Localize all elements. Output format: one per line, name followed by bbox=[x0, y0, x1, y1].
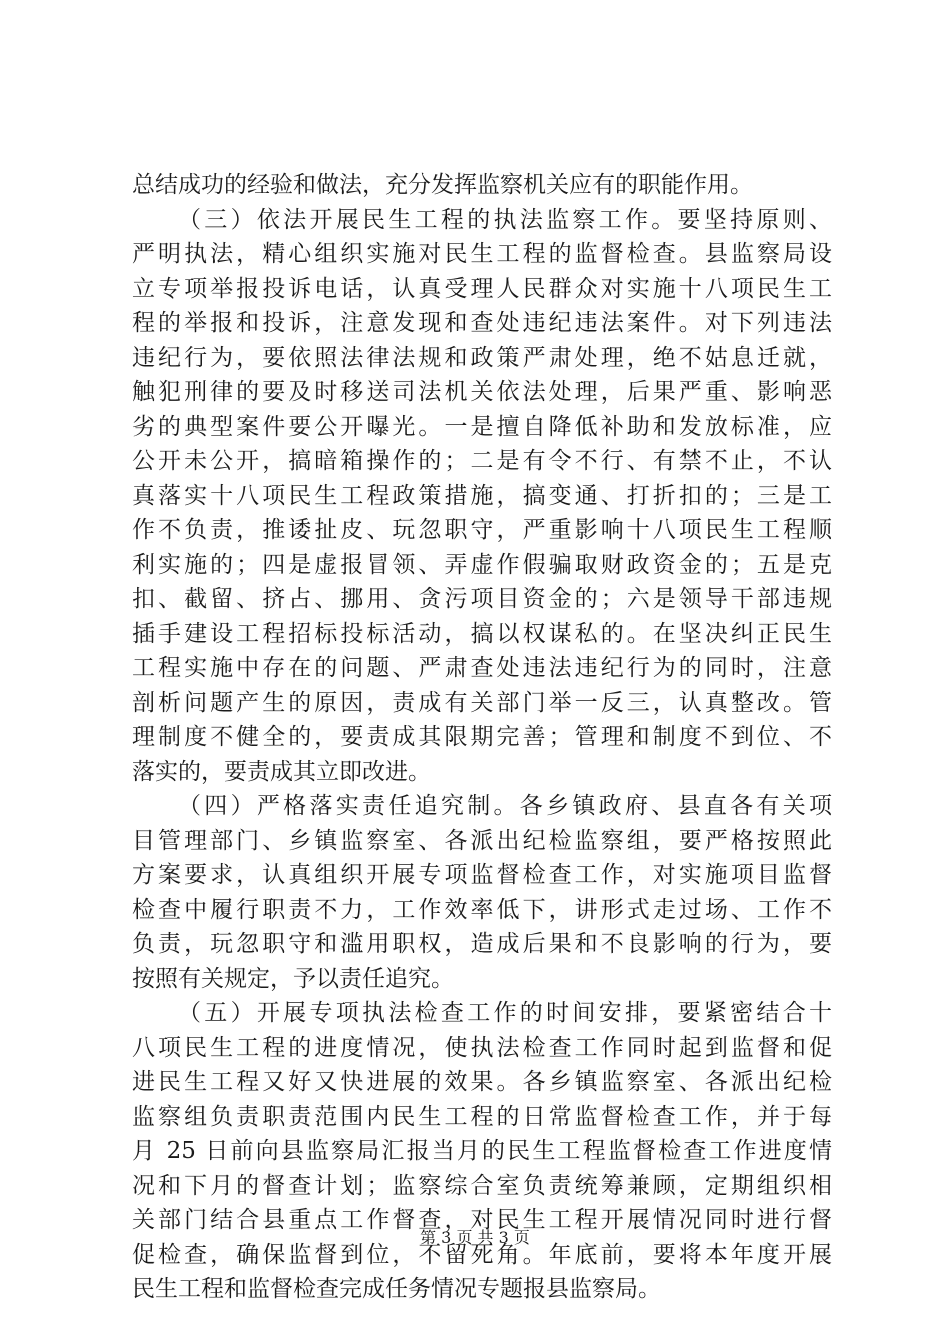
text-line: （四）严格落实责任追究制。各乡镇政府、县直各有关项 bbox=[178, 793, 832, 819]
text-line: 促检查，确保监督到位，不留死角。年底前，要将本年度开展 bbox=[132, 1241, 832, 1268]
text-line: 严明执法，精心组织实施对民生工程的监督检查。县监察局设 bbox=[132, 241, 832, 267]
text-line: 总结成功的经验和做法，充分发挥监察机关应有的职能作用。 bbox=[132, 172, 753, 198]
text-line: 劣的典型案件要公开曝光。一是擅自降低补助和发放标准，应 bbox=[132, 413, 832, 440]
text-line: 检查中履行职责不力，工作效率低下，讲形式走过场、工作不 bbox=[132, 896, 832, 923]
text-line: （三）依法开展民生工程的执法监察工作。要坚持原则、 bbox=[178, 206, 832, 233]
text-line: （五）开展专项执法检查工作的时间安排，要紧密结合十 bbox=[178, 1000, 832, 1026]
page-footer: 第 3 页 共 3 页 bbox=[420, 1228, 530, 1247]
text-line: 立专项举报投诉电话，认真受理人民群众对实施十八项民生工 bbox=[132, 275, 832, 302]
text-line: 违纪行为，要依照法律法规和政策严肃处理，绝不姑息迁就， bbox=[132, 344, 832, 371]
text-line: 利实施的；四是虚报冒领、弄虚作假骗取财政资金的；五是克 bbox=[132, 551, 832, 578]
text-line: 负责，玩忽职守和滥用职权，造成后果和不良影响的行为，要 bbox=[132, 931, 832, 957]
text-line: 插手建设工程招标投标活动，搞以权谋私的。在坚决纠正民生 bbox=[132, 620, 832, 647]
text-line: 进民生工程又好又快进展的效果。各乡镇监察室、各派出纪检 bbox=[132, 1069, 832, 1095]
text-line: 作不负责，推诿扯皮、玩忽职守，严重影响十八项民生工程顺 bbox=[132, 517, 832, 543]
text-line: 触犯刑律的要及时移送司法机关依法处理，后果严重、影响恶 bbox=[132, 379, 832, 405]
text-line: 理制度不健全的，要责成其限期完善；管理和制度不到位、不 bbox=[132, 724, 832, 750]
text-line: 扣、截留、挤占、挪用、贪污项目资金的；六是领导干部违规 bbox=[132, 586, 832, 612]
text-line: 剖析问题产生的原因，责成有关部门举一反三，认真整改。管 bbox=[132, 689, 832, 716]
text-line: 月 25 日前向县监察局汇报当月的民生工程监督检查工作进度情 bbox=[132, 1138, 832, 1164]
text-line: 落实的，要责成其立即改进。 bbox=[132, 758, 431, 785]
text-line: 关部门结合县重点工作督查，对民生工程开展情况同时进行督 bbox=[132, 1207, 832, 1233]
text-line: 八项民生工程的进度情况，使执法检查工作同时起到监督和促 bbox=[132, 1034, 832, 1061]
text-line: 公开未公开，搞暗箱操作的；二是有令不行、有禁不止，不认 bbox=[132, 448, 832, 474]
text-line: 按照有关规定，予以责任追究。 bbox=[132, 965, 454, 992]
text-line: 目管理部门、乡镇监察室、各派出纪检监察组，要严格按照此 bbox=[132, 827, 832, 854]
document-body bbox=[132, 168, 832, 1307]
text-line: 真落实十八项民生工程政策措施，搞变通、打折扣的；三是工 bbox=[132, 482, 832, 509]
text-line: 民生工程和监督检查完成任务情况专题报县监察局。 bbox=[132, 1276, 661, 1302]
text-line: 监察组负责职责范围内民生工程的日常监督检查工作，并于每 bbox=[132, 1103, 832, 1130]
text-line: 工程实施中存在的问题、严肃查处违法违纪行为的同时，注意 bbox=[132, 655, 832, 681]
text-line: 方案要求，认真组织开展专项监督检查工作，对实施项目监督 bbox=[132, 862, 832, 888]
text-line: 况和下月的督查计划；监察综合室负责统筹兼顾，定期组织相 bbox=[132, 1172, 832, 1199]
text-line: 程的举报和投诉，注意发现和查处违纪违法案件。对下列违法 bbox=[132, 310, 832, 336]
